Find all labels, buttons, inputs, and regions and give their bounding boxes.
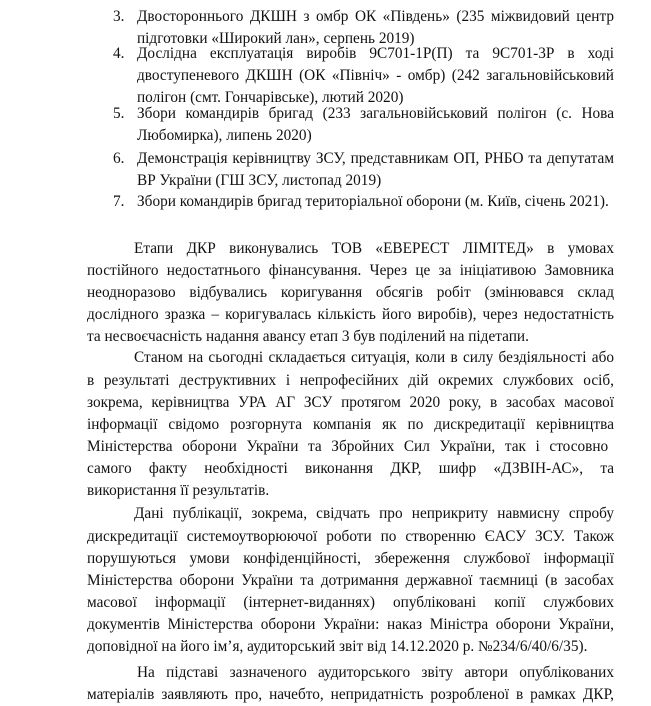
paragraph-line: Станом на сьогодні складається ситуація, коли в силу бездіяльності або — [134, 349, 614, 366]
list-item-line: Двостороннього ДКШН з омбр ОК «Південь» (235 міжвидовий центр — [137, 8, 614, 25]
list-item-line: полігон (смт. Гончарівське), лютий 2020) — [137, 89, 404, 106]
paragraph-line: неодноразово відбувались коригування обсягів робіт (змінювався склад — [87, 284, 614, 301]
paragraph-line: матеріалів заявляють про, начебто, непридатність розробленої в рамках ДКР, — [87, 686, 614, 703]
paragraph-line: документів Міністерства оборони України: наказ Міністра оборони України, — [87, 616, 614, 633]
list-item-line: підготовки «Широкий лан», серпень 2019) — [137, 30, 415, 47]
paragraph-line: доповідної на його ім’я, аудиторський звіт від 14.12.2020 р. №234/6/40/6/35). — [87, 638, 588, 655]
list-item-line: Збори командирів бригад територіальної оборони (м. Київ, січень 2021). — [137, 193, 609, 210]
paragraph-line: На підставі зазначеного аудиторського звіту автори опублікованих — [137, 664, 614, 681]
list-item-line: Демонстрація керівництву ЗСУ, представникам ОП, РНБО та депутатам — [137, 150, 614, 167]
list-number: 7. — [113, 193, 125, 210]
paragraph-line: дослідного зразка – коригувалась кількість його виробів), через недостатність — [87, 306, 614, 323]
list-number: 6. — [113, 150, 125, 167]
list-number: 5. — [113, 105, 125, 122]
list-number: 4. — [113, 45, 125, 62]
paragraph-line: в результаті деструктивних і непрофесійних дій окремих службових осіб, — [87, 372, 614, 389]
list-item-line: Збори командирів бригад (233 загальновійськовий полігон (с. Нова — [137, 105, 614, 122]
list-number: 3. — [113, 8, 125, 25]
list-item-line: двоступеневого ДКШН (ОК «Північ» - омбр) (242 загальновійськовий — [137, 67, 614, 84]
paragraph-line: інформації свідомо розгорнута компанія як по дискредитації керівництва — [87, 416, 614, 433]
paragraph-line: Міністерства оборони України та Збройних Сил України, так і стосовно — [87, 438, 609, 455]
paragraph-line: дискредитації системоутворюючої роботи по створенню ЄАСУ ЗСУ. Також — [87, 528, 614, 545]
paragraph-line: постійного недостатнього фінансування. Через це за ініціативою Замовника — [87, 262, 614, 279]
paragraph-line: Дані публікації, зокрема, свідчать про неприкриту навмисну спробу — [134, 505, 614, 522]
paragraph-line: зокрема, керівництва УРА АГ ЗСУ протягом 2020 року, в засобах масової — [87, 394, 614, 411]
list-item-line: Любомирка), липень 2020) — [137, 127, 312, 144]
paragraph-line: самого факту необхідності виконання ДКР, шифр «ДЗВІН-АС», та — [87, 460, 614, 477]
paragraph-line: Міністерства оборони України та дотримання державної таємниці (в засобах — [87, 572, 614, 589]
paragraph-line: та несвоєчасність надання авансу етап 3 був поділений на підетапи. — [87, 328, 529, 345]
paragraph-line: масової інформації (інтернет-виданнях) опубліковані копії службових — [87, 594, 614, 611]
list-item-line: Дослідна експлуатація виробів 9С701-1Р(П) та 9С701-3Р в ході — [137, 45, 614, 62]
list-item-line: ВР України (ГШ ЗСУ, листопад 2019) — [137, 172, 382, 189]
paragraph-line: порушуються умови конфіденційності, збереження службової інформації — [87, 550, 614, 567]
paragraph-line: Етапи ДКР виконувались ТОВ «ЕВЕРЕСТ ЛІМІТЕД» в умовах — [134, 240, 614, 257]
paragraph-line: використання її результатів. — [87, 482, 270, 499]
